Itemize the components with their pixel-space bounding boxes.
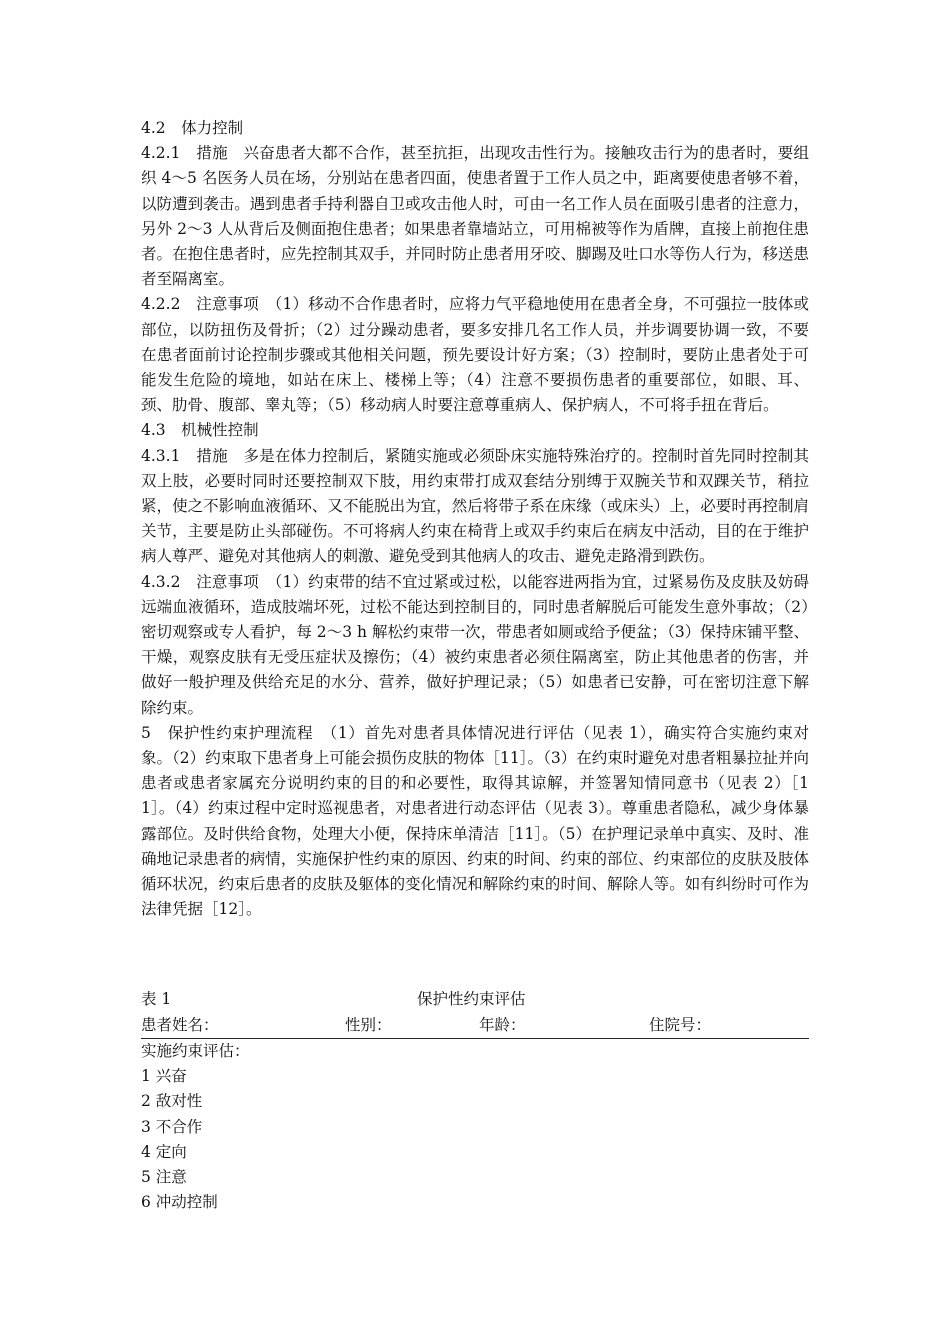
paragraph-4-2-2: 4.2.2 注意事项 （1）移动不合作患者时，应将力气平稳地使用在患者全身，不可强拉一肢体或部位，以防扭伤及骨折；（2）过分躁动患者，要多安排几名工作人员，并步调要协调一致，不要在患者面前讨论控制步骤或其他相关问题，预先要设计好方案；（3）控制时，要防止患者处于可能发生危险的境地，如站在床上、楼梯上等；（4）注意不要损伤患者的重要部位，如眼、耳、颈、肋骨、腹部、睾丸等；（5）移动病人时要注意尊重病人、保护病人，不可将手扭在背后。 — [141, 295, 809, 415]
list-item: 5 注意 — [141, 1168, 187, 1187]
assessment-items — [141, 1039, 809, 1215]
table-1 — [141, 986, 809, 1215]
assessment-section-label: 实施约束评估： — [141, 1042, 250, 1060]
field-patient-name: 患者姓名： — [141, 1016, 219, 1034]
field-gender: 性别： — [345, 1016, 392, 1034]
list-item: 1 兴奋 — [141, 1067, 187, 1086]
paragraph-5: 5 保护性约束护理流程 （1）首先对患者具体情况进行评估（见表 1），确实符合实施约束对象。（2）约束取下患者身上可能会损伤皮肤的物体［11］。（3）在约束时避免对患者粗暴拉扯并向患者或患者家属充分说明约束的目的和必要性，取得其谅解，并签署知情同意书（见表 2）［11］。（4）约束过程中定时巡视患者，对患者进行动态评估（见表 3）。尊重患者隐私，减少身体暴露部位。及时供给食物，处理大小便，保持床单清洁［11］。（5）在护理记录单中真实、及时、准确地记录患者的病情，实施保护性约束的原因、约束的时间、约束的部位、约束部位的皮肤及肢体循环状况，约束后患者的皮肤及躯体的变化情况和解除约束的时间、解除人等。如有纠纷时可作为法律凭据［12］。 — [141, 723, 809, 919]
paragraph-4-3-2: 4.3.2 注意事项 （1）约束带的结不宜过紧或过松，以能容进两指为宜，过紧易伤及皮肤及妨碍远端血液循环，造成肢端坏死，过松不能达到控制目的，同时患者解脱后可能发生意外事故；（2）密切观察或专人看护，每 2～3 h 解松约束带一次，带患者如厕或给予便盆；（3）保持床铺平整、干燥，观察皮肤有无受压症状及擦伤；（4）被约束患者必须住隔离室，防止其他患者的伤害，并做好一般护理及供给充足的水分、营养，做好护理记录；（5）如患者已安静，可在密切注意下解除约束。 — [141, 572, 809, 717]
list-item: 4 定向 — [141, 1142, 187, 1161]
paragraph-4-2-1: 4.2.1 措施 兴奋患者大都不合作，甚至抗拒，出现攻击性行为。接触攻击行为的患者时，要组织 4～5 名医务人员在场，分别站在患者四面，使患者置于工作人员之中，距离要使患者够不着，以防遭到袭击。遇到患者手持利器自卫或攻击他人时，可由一名工作人员在面吸引患者的注意力，另外 2～3 人从背后及侧面抱住患者；如果患者靠墙站立，可用棉被等作为盾牌，直接上前抱住患者。在抱住患者时，应先控制其双手，并同时防止患者用牙咬、脚踢及吐口水等伤人行为，移送患者至隔离室。 — [141, 144, 809, 289]
document-body — [141, 116, 809, 923]
list-item: 6 冲动控制 — [141, 1193, 218, 1212]
list-item: 2 敌对性 — [141, 1092, 203, 1111]
table-fields-row — [141, 1012, 809, 1038]
field-admission-number: 住院号： — [649, 1016, 712, 1034]
section-heading-4-3: 4.3 机械性控制 — [141, 421, 259, 440]
field-age: 年龄： — [479, 1016, 526, 1034]
table-title: 保护性约束评估 — [417, 990, 526, 1008]
paragraph-4-3-1: 4.3.1 措施 多是在体力控制后，紧随实施或必须卧床实施特殊治疗的。控制时首先同时控制其双上肢，必要时同时还要控制双下肢，用约束带打成双套结分别缚于双腕关节和双踝关节，稍拉紧，使之不影响血液循环、又不能脱出为宜，然后将带子系在床缘（或床头）上，必要时再控制肩关节，主要是防止头部碰伤。不可将病人约束在椅背上或双手约束后在病友中活动，目的在于维护病人尊严、避免对其他病人的刺激、避免受到其他病人的攻击、避免走路滑到跌伤。 — [141, 446, 809, 566]
list-item: 3 不合作 — [141, 1117, 203, 1136]
table-label: 表 1 — [141, 990, 172, 1008]
section-heading-4-2: 4.2 体力控制 — [141, 119, 244, 137]
table-caption-row — [141, 986, 809, 1012]
